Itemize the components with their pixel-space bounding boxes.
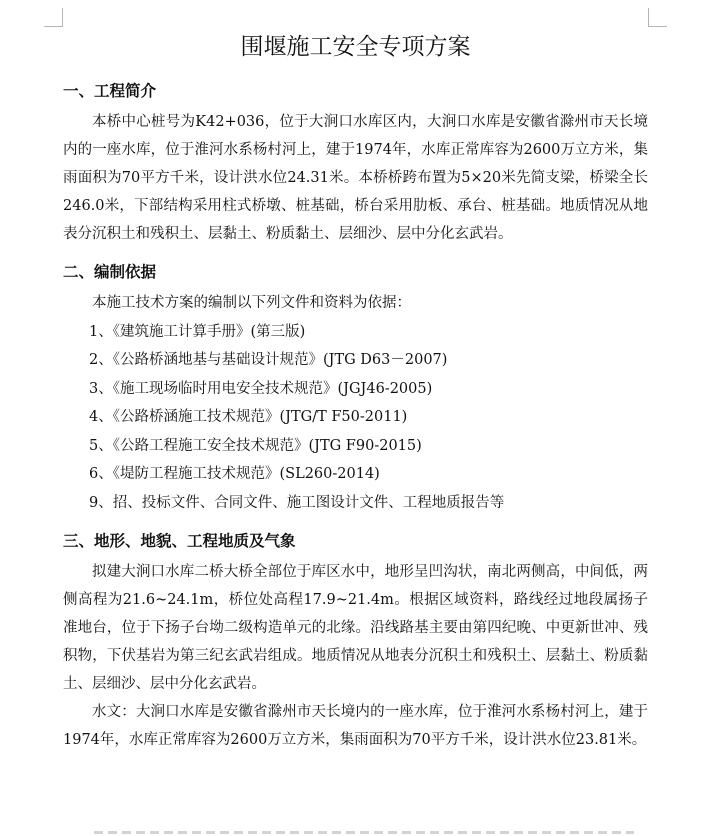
margin-corner-mark — [648, 8, 667, 27]
partially-visible-text-line — [94, 831, 634, 834]
basis-intro: 本施工技术方案的编制以下列文件和资料为依据： — [92, 295, 411, 311]
list-item: 5、《公路工程施工安全技术规范》(JTG F90-2015) — [89, 437, 422, 454]
overview-paragraph: 本桥中心桩号为K42+036，位于大涧口水库区内，大涧口水库是安徽省滁州市天长境内的一座水库，位于淮河水系杨村河上，建于1974年，水库正常库容为2600万立方米，集雨面积为70平方千米，设计洪水位24.31米。本桥桥跨布置为5×20米先简支梁，桥梁全长246.0米，下部结构采用柱式桥墩、桩基础，桥台采用肋板、承台、桩基础。地质情况从地表分沉积土和残积土、层黏土、粉质黏土、层细沙、层中分化玄武岩。 — [63, 114, 648, 242]
list-item: 9、招、投标文件、合同文件、施工图设计文件、工程地质报告等 — [89, 494, 505, 511]
margin-corner-mark — [44, 8, 63, 27]
list-item: 4、《公路桥涵施工技术规范》(JTG/T F50-2011) — [89, 409, 408, 425]
basis-list — [63, 318, 648, 518]
list-item: 1、《建筑施工计算手册》(第三版) — [89, 323, 306, 340]
geology-paragraph: 拟建大涧口水库二桥大桥全部位于库区水中，地形呈凹沟状，南北两侧高，中间低，两侧高程为21.6~24.1m，桥位处高程17.9~21.4m。根据区域资料，路线经过地段属扬子准地台，位于下扬子台坳二级构造单元的北缘。沿线路基主要由第四纪晚、中更新世冲、残积物，下伏基岩为第三纪玄武岩组成。地质情况从地表分沉积土和残积土、层黏土、粉质黏土、层细沙、层中分化玄武岩。 — [63, 564, 648, 692]
list-item: 3、《施工现场临时用电安全技术规范》(JGJ46-2005) — [89, 380, 433, 397]
section-heading-overview: 一、工程简介 — [63, 82, 157, 100]
document-title: 围堰施工安全专项方案 — [240, 34, 471, 60]
document-body — [63, 24, 648, 754]
section-heading-basis: 二、编制依据 — [63, 263, 157, 281]
hydrology-paragraph: 水文：大涧口水库是安徽省滁州市天长境内的一座水库，位于淮河水系杨村河上，建于1974年，水库正常库容为2600万立方米，集雨面积为70平方千米，设计洪水位23.81米。 — [63, 704, 648, 748]
next-line-cutoff — [0, 829, 713, 836]
section-heading-geology: 三、地形、地貌、工程地质及气象 — [63, 532, 296, 550]
list-item: 2、《公路桥涵地基与基础设计规范》(JTG D63－2007) — [89, 352, 448, 368]
list-item: 6、《堤防工程施工技术规范》(SL260-2014) — [89, 466, 380, 482]
